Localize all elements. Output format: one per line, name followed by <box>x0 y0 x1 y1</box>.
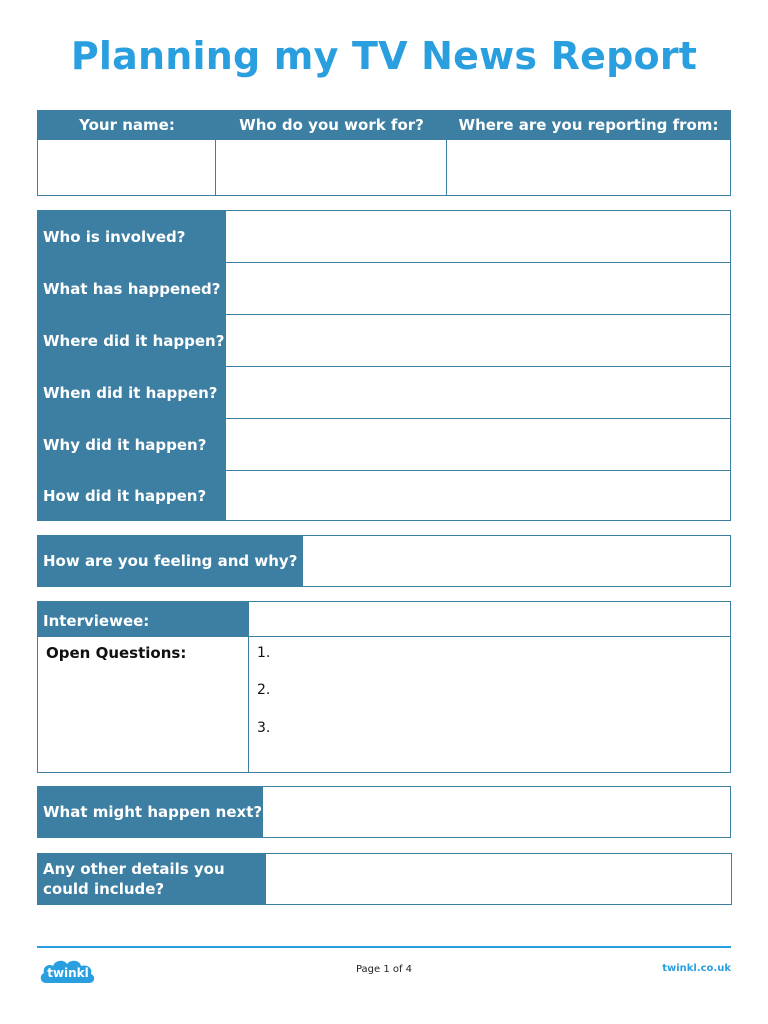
next-row <box>37 786 731 838</box>
header-who-work-for: Who do you work for? <box>239 116 424 134</box>
divider <box>215 111 216 195</box>
question-number: 2. <box>257 682 271 698</box>
question-row <box>38 211 730 263</box>
question-label: Why did it happen? <box>38 419 226 470</box>
feeling-field[interactable] <box>303 536 730 586</box>
other-details-row <box>37 853 732 905</box>
header-your-name: Your name: <box>79 116 175 134</box>
question-number: 3. <box>257 720 271 736</box>
interview-table <box>37 601 731 773</box>
open-questions-label: Open Questions: <box>46 644 187 662</box>
other-details-field[interactable] <box>266 854 731 904</box>
question-label: What has happened? <box>38 263 226 314</box>
footer-divider <box>37 946 731 948</box>
interviewee-field[interactable] <box>249 602 730 636</box>
question-row <box>38 419 730 470</box>
next-label: What might happen next? <box>38 787 263 837</box>
answer-field[interactable] <box>226 263 730 314</box>
location-field[interactable] <box>447 140 730 195</box>
other-details-label-line: could include? <box>43 880 165 898</box>
answer-field[interactable] <box>226 367 730 418</box>
question-row <box>38 471 730 520</box>
questions-table <box>37 210 731 521</box>
divider <box>446 111 447 195</box>
question-row <box>38 315 730 366</box>
answer-field[interactable] <box>226 211 730 263</box>
employer-field[interactable] <box>216 140 447 195</box>
question-label: Who is involved? <box>38 211 226 263</box>
info-table-header <box>38 111 730 140</box>
question-row <box>38 263 730 314</box>
site-link[interactable]: twinkl.co.uk <box>662 963 731 974</box>
feeling-label: How are you feeling and why? <box>38 536 303 586</box>
answer-field[interactable] <box>226 419 730 470</box>
name-field[interactable] <box>38 140 216 195</box>
header-reporting-from: Where are you reporting from: <box>458 116 719 134</box>
info-table <box>37 110 731 196</box>
question-label: When did it happen? <box>38 367 226 418</box>
other-details-label <box>38 854 266 904</box>
other-details-label-line: Any other details you <box>43 860 225 878</box>
question-number: 1. <box>257 645 271 661</box>
feeling-row <box>37 535 731 587</box>
answer-field[interactable] <box>226 315 730 366</box>
answer-field[interactable] <box>226 471 730 520</box>
interviewee-label: Interviewee: <box>38 602 249 636</box>
page-number: Page 1 of 4 <box>355 964 413 975</box>
question-row <box>38 367 730 418</box>
logo-text: twinkl <box>47 966 89 980</box>
next-field[interactable] <box>263 787 730 837</box>
page-title: Planning my TV News Report <box>70 34 698 78</box>
question-label: How did it happen? <box>38 471 226 520</box>
question-label: Where did it happen? <box>38 315 226 366</box>
open-questions-field[interactable] <box>249 637 730 772</box>
